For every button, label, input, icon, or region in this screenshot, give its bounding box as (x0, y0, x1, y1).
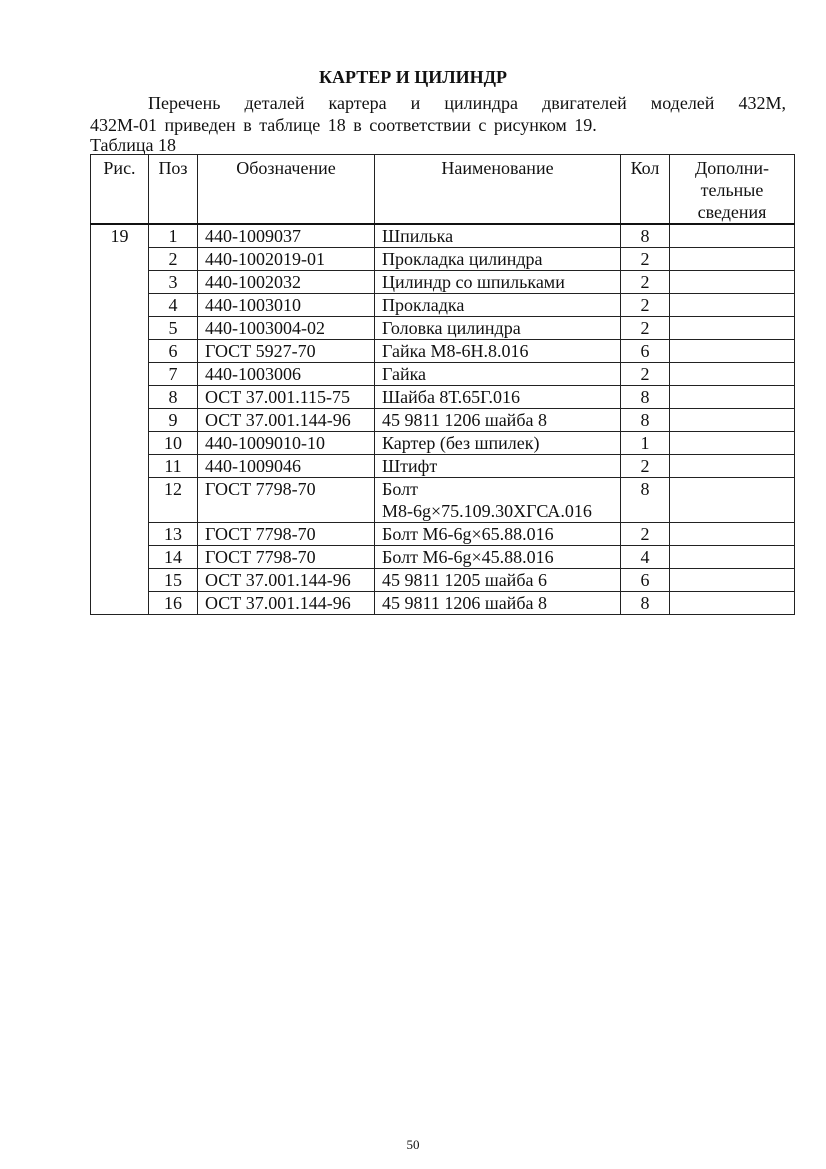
position-cell: 2 (149, 248, 198, 271)
table-row (91, 386, 795, 409)
quantity-cell: 2 (621, 363, 670, 386)
quantity-cell: 8 (621, 224, 670, 248)
designation-cell: ОСТ 37.001.144-96 (198, 592, 375, 615)
table-row (91, 592, 795, 615)
parts-table-container (90, 154, 795, 615)
extra-info-cell (670, 317, 795, 340)
position-cell: 13 (149, 523, 198, 546)
table-row (91, 248, 795, 271)
extra-info-cell (670, 340, 795, 363)
quantity-cell: 8 (621, 592, 670, 615)
designation-cell: ГОСТ 7798-70 (198, 478, 375, 523)
table-row (91, 317, 795, 340)
designation-cell: 440-1009046 (198, 455, 375, 478)
extra-info-cell (670, 363, 795, 386)
quantity-cell: 2 (621, 317, 670, 340)
position-cell: 14 (149, 546, 198, 569)
table-body (91, 224, 795, 615)
designation-cell: 440-1009037 (198, 224, 375, 248)
designation-cell: ГОСТ 5927-70 (198, 340, 375, 363)
quantity-cell: 2 (621, 523, 670, 546)
designation-cell: ОСТ 37.001.144-96 (198, 409, 375, 432)
table-row (91, 432, 795, 455)
quantity-cell: 2 (621, 271, 670, 294)
table-row (91, 569, 795, 592)
position-cell: 10 (149, 432, 198, 455)
quantity-cell: 6 (621, 340, 670, 363)
table-row (91, 478, 795, 523)
position-cell: 7 (149, 363, 198, 386)
table-row (91, 409, 795, 432)
page-number: 50 (406, 1137, 420, 1152)
name-cell: Головка цилиндра (375, 317, 621, 340)
name-cell: Гайка (375, 363, 621, 386)
extra-info-cell (670, 224, 795, 248)
position-cell: 1 (149, 224, 198, 248)
header-fig: Рис. (91, 155, 149, 225)
name-cell: Прокладка (375, 294, 621, 317)
name-cell: Картер (без шпилек) (375, 432, 621, 455)
quantity-cell: 8 (621, 409, 670, 432)
extra-info-cell (670, 432, 795, 455)
quantity-cell: 2 (621, 248, 670, 271)
parts-table (90, 154, 795, 615)
name-cell: Гайка М8-6Н.8.016 (375, 340, 621, 363)
name-cell: 45 9811 1205 шайба 6 (375, 569, 621, 592)
table-row (91, 271, 795, 294)
position-cell: 9 (149, 409, 198, 432)
extra-info-cell (670, 248, 795, 271)
intro-paragraph-line-2: 432М-01 приведен в таблице 18 в соответствии с рисунком 19. (90, 115, 597, 135)
extra-info-cell (670, 409, 795, 432)
extra-info-cell (670, 386, 795, 409)
designation-cell: 440-1003006 (198, 363, 375, 386)
quantity-cell: 6 (621, 569, 670, 592)
name-cell: Цилиндр со шпильками (375, 271, 621, 294)
designation-cell: 440-1002032 (198, 271, 375, 294)
designation-cell: 440-1009010-10 (198, 432, 375, 455)
quantity-cell: 1 (621, 432, 670, 455)
extra-info-cell (670, 592, 795, 615)
header-name: Наименование (375, 155, 621, 225)
name-cell: Болт М6-6g×65.88.016 (375, 523, 621, 546)
header-pos: Поз (149, 155, 198, 225)
extra-info-cell (670, 523, 795, 546)
position-cell: 12 (149, 478, 198, 523)
figure-number-cell: 19 (91, 224, 149, 615)
position-cell: 11 (149, 455, 198, 478)
table-row (91, 546, 795, 569)
table-caption: Таблица 18 (90, 135, 176, 155)
designation-cell: 440-1002019-01 (198, 248, 375, 271)
table-row (91, 294, 795, 317)
name-cell (375, 478, 621, 523)
position-cell: 4 (149, 294, 198, 317)
table-row (91, 363, 795, 386)
designation-cell: 440-1003010 (198, 294, 375, 317)
quantity-cell: 2 (621, 455, 670, 478)
name-cell: Штифт (375, 455, 621, 478)
header-qty: Кол (621, 155, 670, 225)
name-cell: 45 9811 1206 шайба 8 (375, 592, 621, 615)
designation-cell: ГОСТ 7798-70 (198, 523, 375, 546)
position-cell: 15 (149, 569, 198, 592)
quantity-cell: 8 (621, 478, 670, 523)
position-cell: 6 (149, 340, 198, 363)
name-cell: Шайба 8Т.65Г.016 (375, 386, 621, 409)
name-cell: 45 9811 1206 шайба 8 (375, 409, 621, 432)
quantity-cell: 2 (621, 294, 670, 317)
position-cell: 3 (149, 271, 198, 294)
name-cell: Болт М6-6g×45.88.016 (375, 546, 621, 569)
table-row (91, 455, 795, 478)
header-code: Обозначение (198, 155, 375, 225)
position-cell: 16 (149, 592, 198, 615)
table-row (91, 224, 795, 248)
quantity-cell: 4 (621, 546, 670, 569)
quantity-cell: 8 (621, 386, 670, 409)
name-cell: Прокладка цилиндра (375, 248, 621, 271)
header-extra: Дополни-тельные сведения (670, 155, 795, 225)
extra-info-cell (670, 546, 795, 569)
name-line-1: Болт (382, 479, 418, 499)
table-row (91, 340, 795, 363)
extra-info-cell (670, 455, 795, 478)
table-header-row (91, 155, 795, 225)
extra-info-cell (670, 271, 795, 294)
section-title: КАРТЕР И ЦИЛИНДР (318, 67, 508, 87)
position-cell: 8 (149, 386, 198, 409)
name-cell: Шпилька (375, 224, 621, 248)
extra-info-cell (670, 478, 795, 523)
designation-cell: ОСТ 37.001.115-75 (198, 386, 375, 409)
intro-paragraph-line-1: Перечень деталей картера и цилиндра двигателей моделей 432М, (148, 93, 786, 113)
position-cell: 5 (149, 317, 198, 340)
name-line-2: М8-6g×75.109.30ХГСА.016 (382, 501, 592, 521)
designation-cell: 440-1003004-02 (198, 317, 375, 340)
extra-info-cell (670, 569, 795, 592)
designation-cell: ГОСТ 7798-70 (198, 546, 375, 569)
table-row (91, 523, 795, 546)
extra-info-cell (670, 294, 795, 317)
designation-cell: ОСТ 37.001.144-96 (198, 569, 375, 592)
